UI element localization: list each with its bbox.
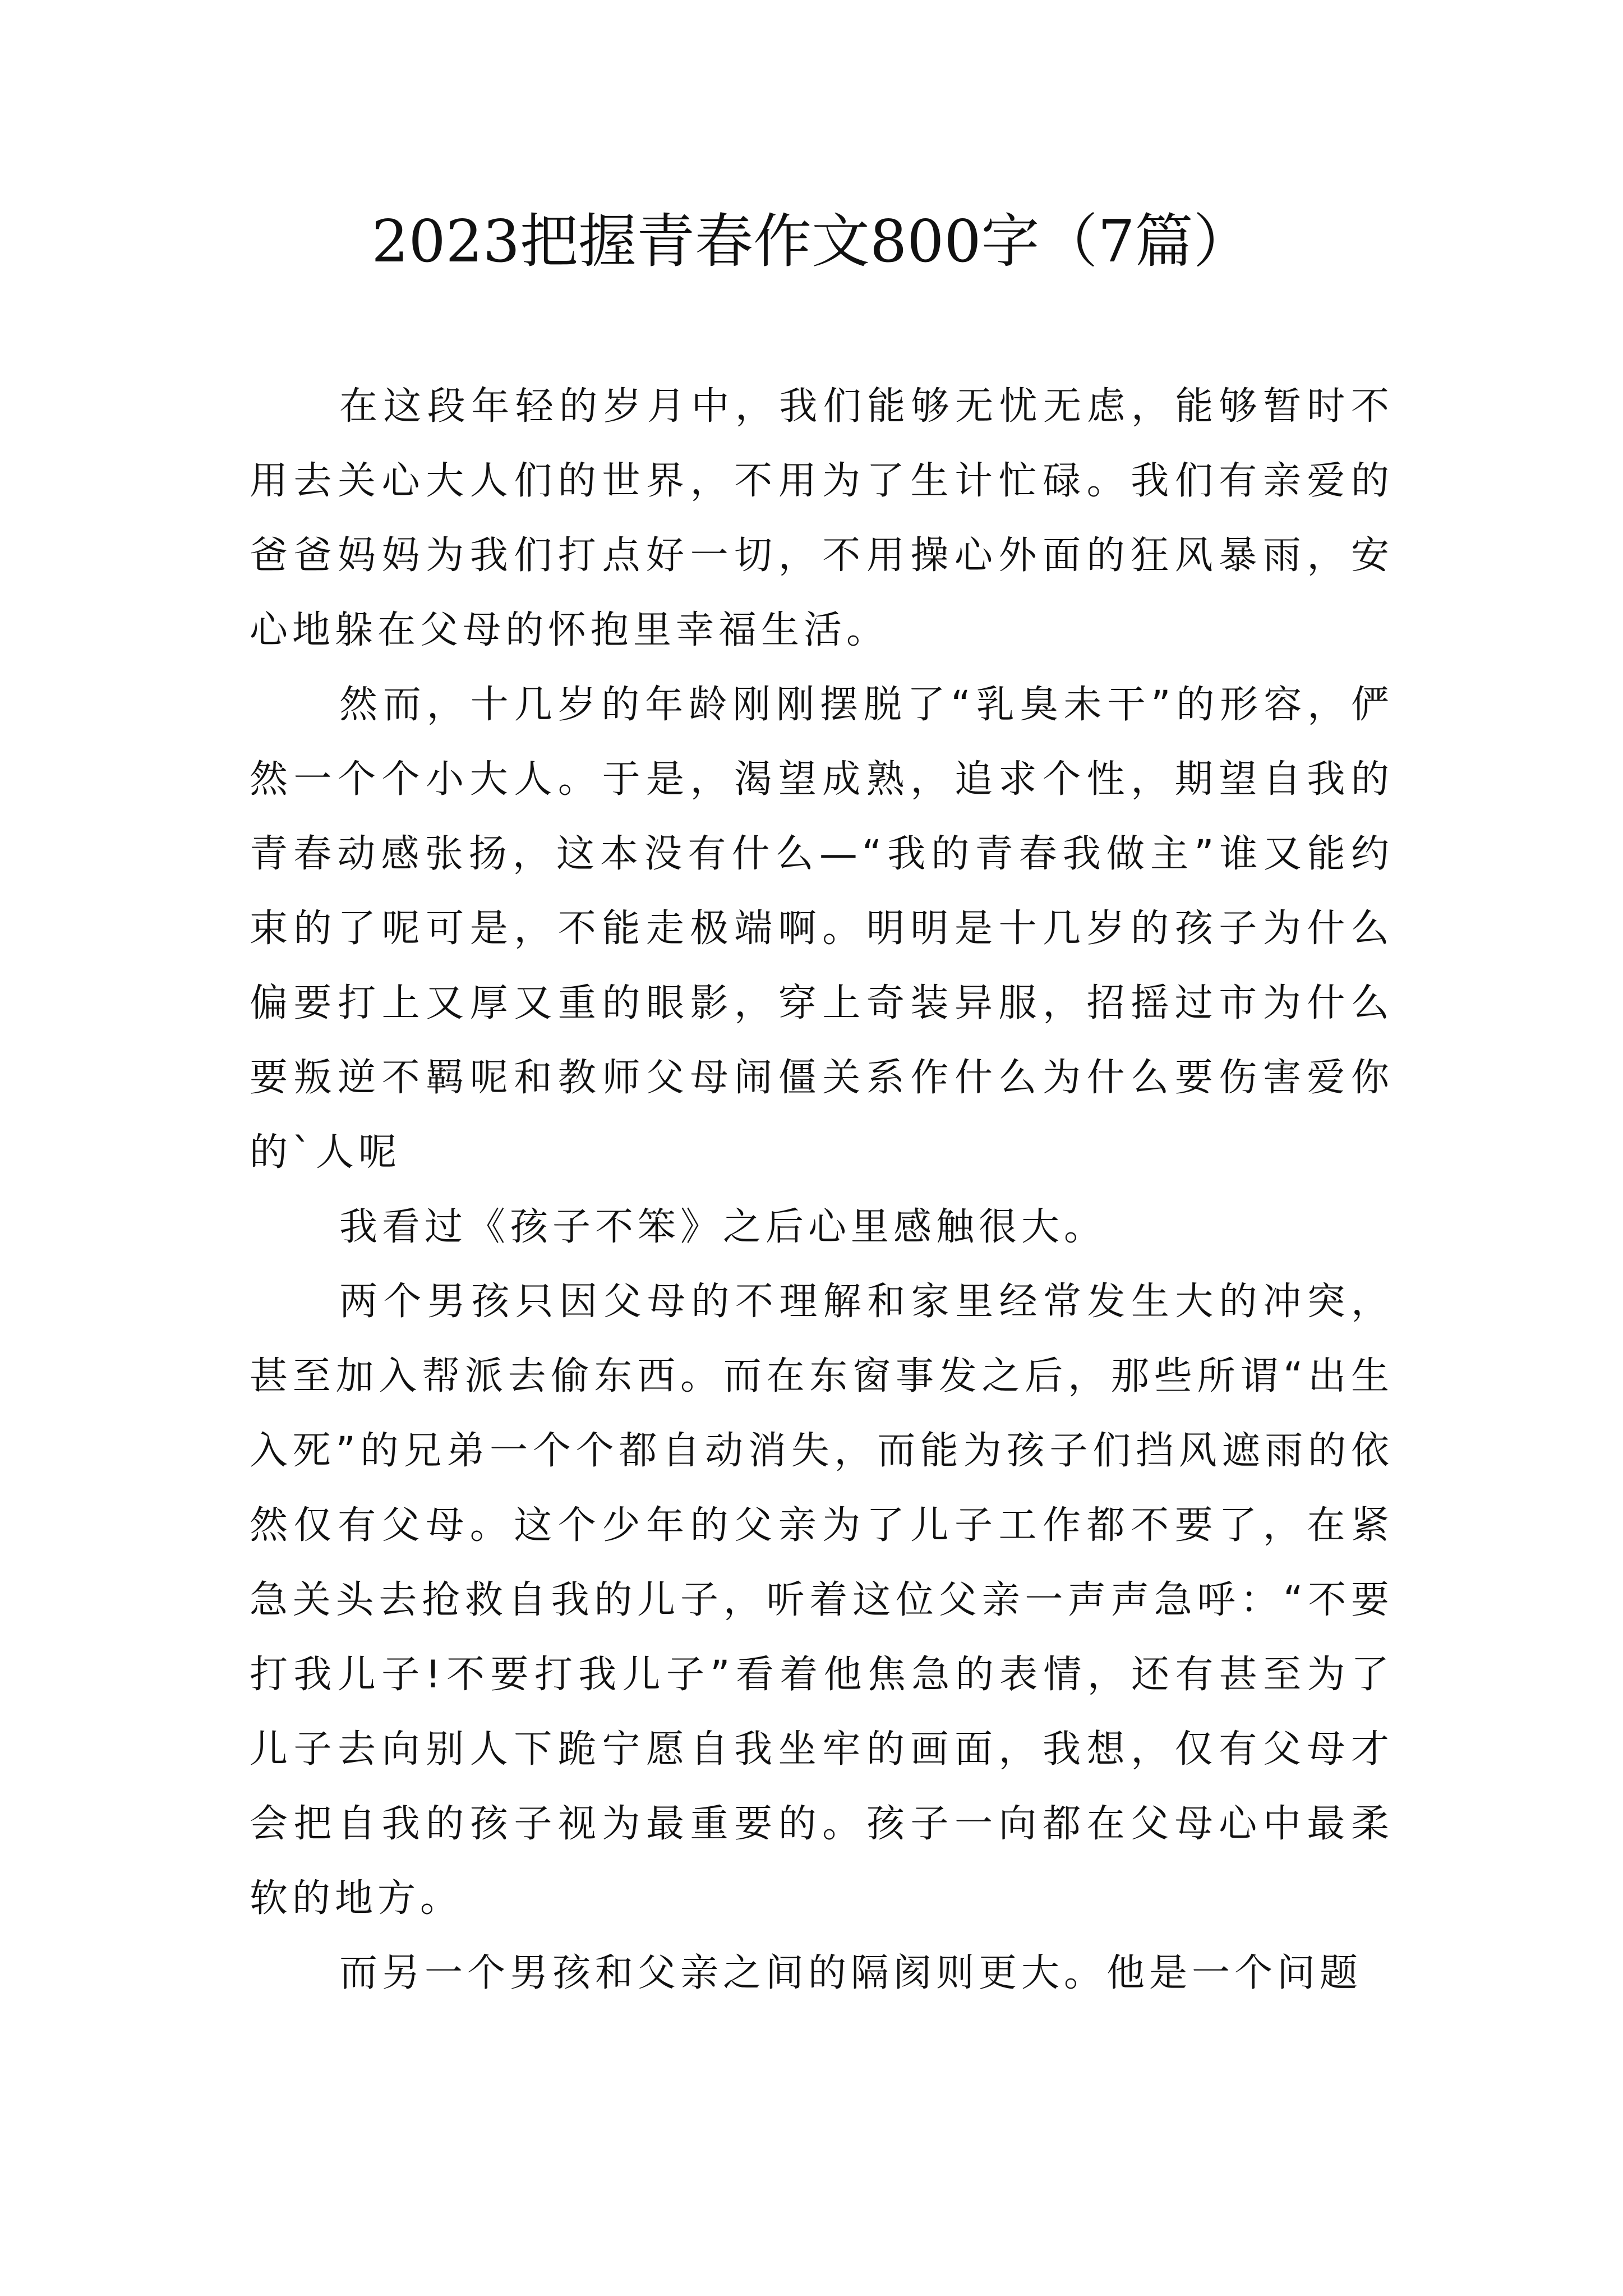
document-title: 2023把握青春作文800字（7篇） — [371, 207, 1252, 275]
paragraph: 我看过《孩子不笨》之后心里感触很大。 — [339, 1205, 1107, 1249]
document-body — [250, 369, 1394, 2010]
paragraph: 在这段年轻的岁月中，我们能够无忧无虑，能够暂时不用去关心大人们的世界，不用为了生计忙碌。我们有亲爱的爸爸妈妈为我们打点好一切，不用操心外面的狂风暴雨，安心地躲在父母的怀抱里幸福生活。 — [250, 384, 1394, 652]
paragraph: 而另一个男孩和父亲之间的隔阂则更大。他是一个问题 — [339, 1951, 1363, 1995]
paragraph: 然而，十几岁的年龄刚刚摆脱了“乳臭未干”的形容，俨然一个个小大人。于是，渴望成熟，追求个性，期望自我的青春动感张扬，这本没有什么—“我的青春我做主”谁又能约束的了呢可是，不能走极端啊。明明是十几岁的孩子为什么偏要打上又厚又重的眼影，穿上奇装异服，招摇过市为什么要叛逆不羁呢和教师父母闹僵关系作什么为什么要伤害爱你的`人呢 — [250, 683, 1394, 1175]
paragraph: 两个男孩只因父母的不理解和家里经常发生大的冲突，甚至加入帮派去偷东西。而在东窗事发之后，那些所谓“出生入死”的兄弟一个个都自动消失，而能为孩子们挡风遮雨的依然仅有父母。这个少年的父亲为了儿子工作都不要了，在紧急关头去抢救自我的儿子，听着这位父亲一声声急呼：“不要打我儿子!不要打我儿子”看着他焦急的表情，还有甚至为了儿子去向别人下跪宁愿自我坐牢的画面，我想，仅有父母才会把自我的孩子视为最重要的。孩子一向都在父母心中最柔软的地方。 — [250, 1280, 1394, 1921]
